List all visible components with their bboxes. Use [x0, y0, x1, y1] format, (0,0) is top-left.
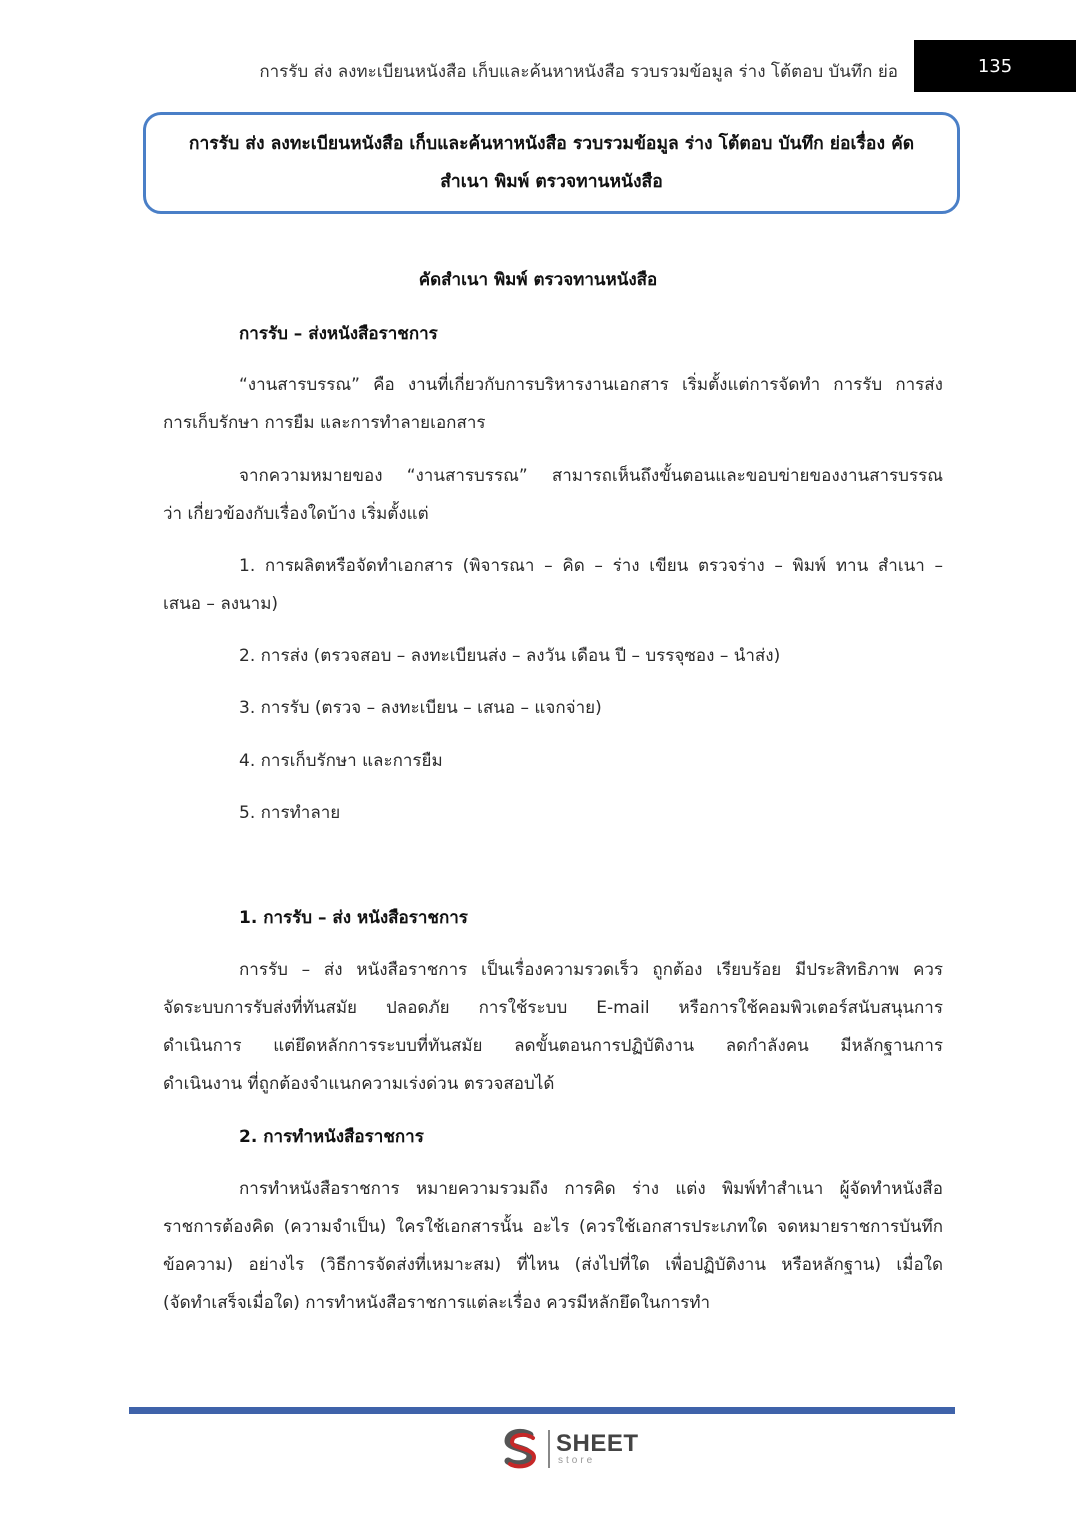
logo-word: SHEET	[556, 1430, 639, 1457]
chapter-title-line-1: การรับ ส่ง ลงทะเบียนหนังสือ เก็บและค้นหาหนังสือ รวบรวมข้อมูล ร่าง โต้ตอบ บันทึก ย่อเรื่อง คัด	[188, 134, 915, 154]
sub-heading: การรับ – ส่งหนังสือราชการ	[239, 324, 438, 344]
list-item: 3. การรับ (ตรวจ – ลงทะเบียน – เสนอ – แจกจ่าย)	[239, 698, 602, 718]
section-title: คัดสำเนา พิมพ์ ตรวจทานหนังสือ	[418, 270, 658, 290]
paragraph-2-line-2: ว่า เกี่ยวข้องกับเรื่องใดบ้าง เริ่มตั้งแต่	[163, 504, 429, 524]
section-1-line-3: ดำเนินการ แต่ยึดหลักการระบบที่ทันสมัย ลดขั้นตอนการปฏิบัติงาน ลดกำลังคน มีหลักฐานการ	[163, 1036, 943, 1056]
section-1-line-4: ดำเนินงาน ที่ถูกต้องจำแนกความเร่งด่วน ตรวจสอบได้	[163, 1074, 555, 1094]
footer-rule	[129, 1407, 955, 1414]
section-1-line-2: จัดระบบการรับส่งที่ทันสมัย ปลอดภัย การใช้ระบบ E-mail หรือการใช้คอมพิวเตอร์สนับสนุนการ	[163, 998, 943, 1018]
section-1-line-1: การรับ – ส่ง หนังสือราชการ เป็นเรื่องความรวดเร็ว ถูกต้อง เรียบร้อย มีประสิทธิภาพ ควร	[239, 960, 943, 980]
paragraph-1-line-2: การเก็บรักษา การยืม และการทำลายเอกสาร	[163, 413, 486, 433]
paragraph-1-line-1: “งานสารบรรณ” คือ งานที่เกี่ยวกับการบริหารงานเอกสาร เริ่มตั้งแต่การจัดทำ การรับ การส่ง	[239, 375, 943, 395]
list-item: 1. การผลิตหรือจัดทำเอกสาร (พิจารณา – คิด – ร่าง เขียน ตรวจร่าง – พิมพ์ ทาน สำเนา –	[239, 556, 943, 576]
list-item: 5. การทำลาย	[239, 803, 341, 823]
section-2-line-3: ข้อความ) อย่างไร (วิธีการจัดส่งที่เหมาะสม) ที่ไหน (ส่งไปที่ใด เพื่อปฏิบัติงาน หรือหลักฐาน) เมื่อใด	[163, 1255, 943, 1275]
logo-sub: store	[558, 1455, 596, 1466]
sheet-store-s-icon	[500, 1428, 542, 1470]
running-header: การรับ ส่ง ลงทะเบียนหนังสือ เก็บและค้นหาหนังสือ รวบรวมข้อมูล ร่าง โต้ตอบ บันทึก ย่อ	[259, 62, 898, 82]
paragraph-2-line-1: จากความหมายของ “งานสารบรรณ” สามารถเห็นถึงขั้นตอนและขอบข่ายของงานสารบรรณ	[239, 466, 943, 486]
list-item-continuation: เสนอ – ลงนาม)	[163, 594, 279, 614]
list-item: 2. การส่ง (ตรวจสอบ – ลงทะเบียนส่ง – ลงวัน เดือน ปี – บรรจุซอง – นำส่ง)	[239, 646, 781, 666]
section-2-line-2: ราชการต้องคิด (ความจำเป็น) ใครใช้เอกสารนั้น อะไร (ควรใช้เอกสารประเภทใด จดหมายราชการบันทึก	[163, 1217, 943, 1237]
footer-logo	[500, 1428, 639, 1470]
list-item: 4. การเก็บรักษา และการยืม	[239, 751, 443, 771]
logo-separator	[548, 1430, 550, 1468]
heading-2: 2. การทำหนังสือราชการ	[239, 1127, 424, 1147]
section-2-line-1: การทำหนังสือราชการ หมายความรวมถึง การคิด ร่าง แต่ง พิมพ์ทำสำเนา ผู้จัดทำหนังสือ	[239, 1179, 943, 1199]
chapter-title-line-2: สำเนา พิมพ์ ตรวจทานหนังสือ	[440, 172, 663, 192]
chapter-title-box	[143, 112, 960, 214]
heading-1: 1. การรับ – ส่ง หนังสือราชการ	[239, 908, 468, 928]
section-2-line-4: (จัดทำเสร็จเมื่อใด) การทำหนังสือราชการแต่ละเรื่อง ควรมีหลักยึดในการทำ	[163, 1293, 711, 1313]
chapter-title	[189, 125, 914, 201]
page-number: 135	[914, 40, 1076, 92]
logo-text	[556, 1432, 639, 1466]
